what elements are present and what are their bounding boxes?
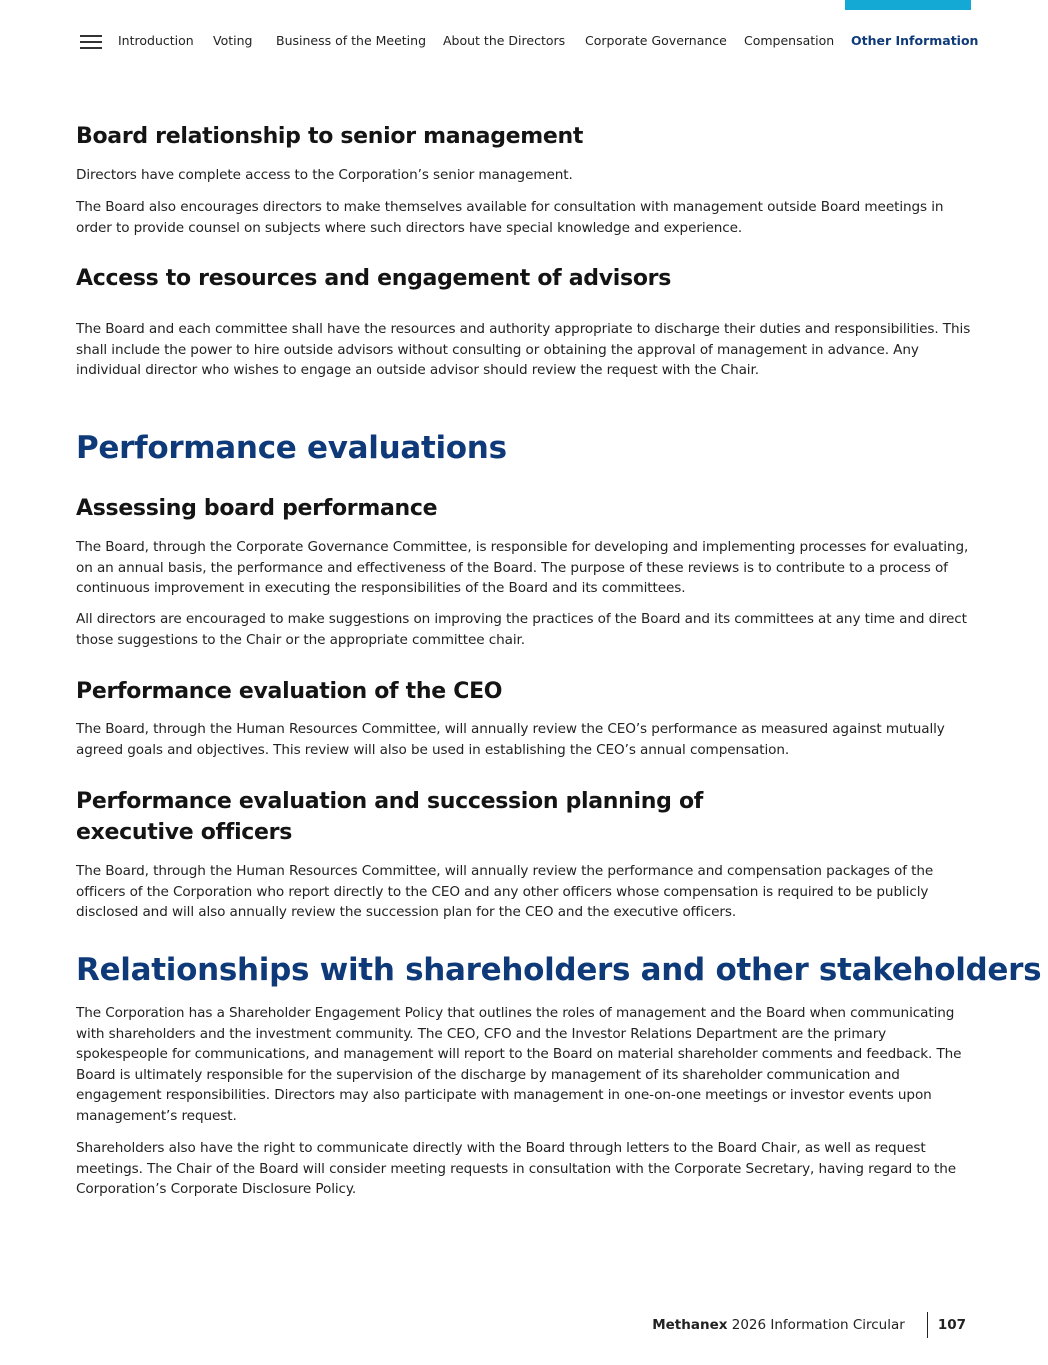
paragraph-assessing-2: All directors are encouraged to make suggestions on improving the practices of the Board and its committees at any time and direct those suggestions to the Chair or the appropriate committee chair. (76, 611, 967, 648)
heading-board-relationship: Board relationship to senior management (76, 124, 584, 149)
hamburger-menu-icon[interactable] (80, 35, 102, 49)
section-title-relationships: Relationships with shareholders and other stakeholders (76, 952, 1042, 988)
paragraph-board-relationship-2: The Board also encourages directors to make themselves available for consultation with management outside Board meetings in order to provide counsel on subjects where such directors have special knowledge and experience. (76, 199, 944, 236)
nav-item-business-of-the-meeting[interactable]: Business of the Meeting (276, 33, 426, 48)
paragraph-access-resources-1: The Board and each committee shall have the resources and authority appropriate to discharge their duties and responsibilities. This shall include the power to hire outside advisors without consulting or obtaining the approval of management in advance. Any individual director who wishes to engage an outside advisor should review the request with the Chair. (76, 321, 971, 379)
page-number: 107 (937, 1317, 966, 1333)
heading-officers-line-1: Performance evaluation and succession planning of (76, 789, 704, 814)
paragraph-relationships-2: Shareholders also have the right to communicate directly with the Board through letters to the Board Chair, as well as request meetings. The Chair of the Board will consider meeting requests in consultation with the Corporate Secretary, having regard to the Corporation’s Corporate Disclosure Policy. (76, 1140, 957, 1198)
footer-brand: Methanex (652, 1317, 728, 1333)
nav-item-corporate-governance[interactable]: Corporate Governance (585, 33, 727, 48)
paragraph-relationships-1: The Corporation has a Shareholder Engagement Policy that outlines the roles of management and the Board when communicating with shareholders and the investment community. The CEO, CFO and the Investor Relations Department are the primary spokespeople for communications, and management will report to the Board on material shareholder comments and feedback. The Board is ultimately responsible for the supervision of the discharge by management of its shareholder communication and engagement responsibilities. Directors may also participate with management in one-on-one meetings or investor events upon management’s request. (76, 1005, 962, 1124)
footer-document-title: 2026 Information Circular (731, 1317, 905, 1333)
heading-ceo-evaluation: Performance evaluation of the CEO (76, 679, 503, 704)
heading-assessing-board-performance: Assessing board performance (76, 496, 438, 521)
nav-item-compensation[interactable]: Compensation (744, 33, 835, 48)
nav-item-introduction[interactable]: Introduction (118, 33, 194, 48)
page-footer (652, 1312, 966, 1338)
active-section-accent-bar (845, 0, 971, 10)
footer-divider (927, 1312, 928, 1338)
nav-item-other-information[interactable]: Other Information (851, 33, 979, 48)
paragraph-assessing-1: The Board, through the Corporate Governance Committee, is responsible for developing and implementing processes for evaluating, on an annual basis, the performance and effectiveness of the Board. The purpose of these reviews is to contribute to a process of continuous improvement in executing the responsibilities of the Board and its committees. (76, 539, 969, 597)
paragraph-officers-evaluation-1: The Board, through the Human Resources Committee, will annually review the performance and compensation packages of the officers of the Corporation who report directly to the CEO and any other officers whose compensation is required to be publicly disclosed and will also annually review the succession plan for the CEO and the executive officers. (76, 863, 934, 921)
heading-access-resources: Access to resources and engagement of advisors (76, 266, 671, 291)
paragraph-board-relationship-1: Directors have complete access to the Corporation’s senior management. (76, 167, 573, 183)
nav-item-voting[interactable]: Voting (213, 33, 253, 48)
paragraph-ceo-evaluation-1: The Board, through the Human Resources Committee, will annually review the CEO’s performance as measured against mutually agreed goals and objectives. This review will also be used in establishing the CEO’s annual compensation. (76, 721, 945, 758)
section-title-performance-evaluations: Performance evaluations (76, 430, 507, 466)
nav-item-about-the-directors[interactable]: About the Directors (443, 33, 566, 48)
heading-officers-evaluation (76, 786, 703, 848)
heading-officers-line-2: executive officers (76, 820, 293, 845)
